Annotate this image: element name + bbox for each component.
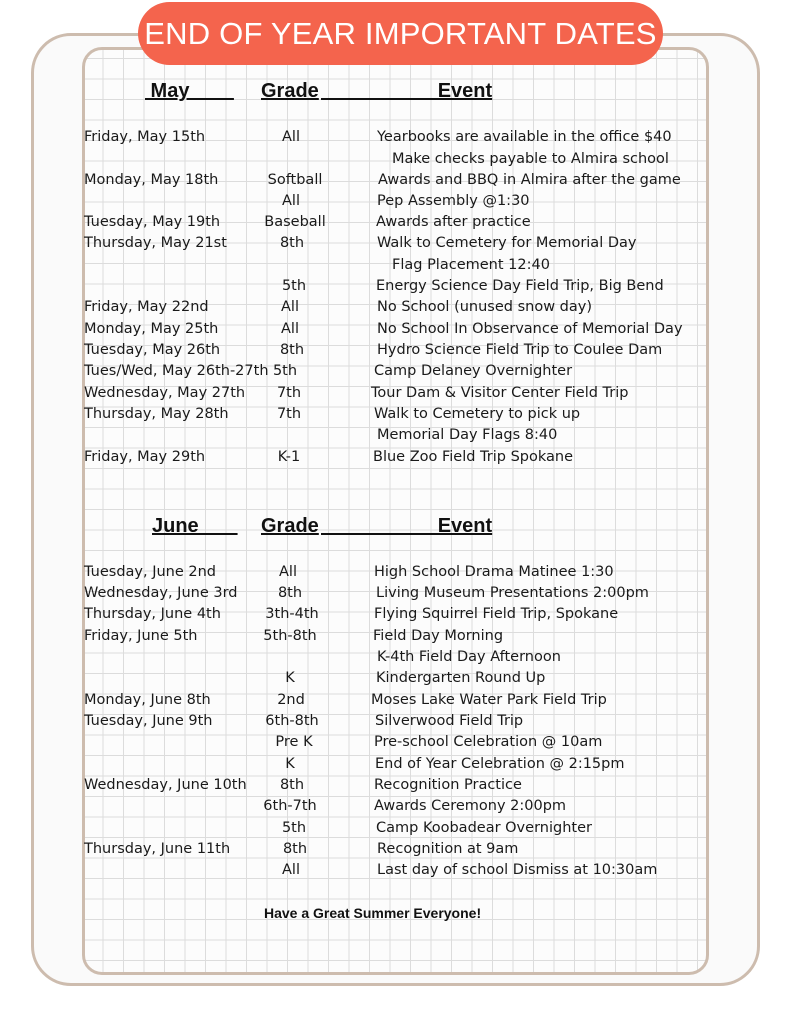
grade-cell: All	[281, 321, 299, 337]
page-title: END OF YEAR IMPORTANT DATES	[144, 15, 657, 51]
event-cell: Make checks payable to Almira school	[392, 151, 669, 167]
grade-cell: 8th	[277, 585, 303, 601]
closing-message: Have a Great Summer Everyone!	[264, 905, 482, 921]
event-cell: Recognition Practice	[374, 777, 522, 793]
grade-cell: All	[281, 299, 299, 315]
title-banner	[138, 2, 663, 65]
event-cell: Flag Placement 12:40	[392, 257, 550, 273]
grade-cell: Pre K	[275, 734, 313, 750]
june-month-header: June	[152, 515, 238, 537]
grade-cell: K	[285, 670, 295, 686]
date-cell: Thursday, June 11th	[84, 841, 231, 857]
event-cell: Awards Ceremony 2:00pm	[374, 798, 567, 814]
date-cell: Monday, May 25th	[84, 321, 219, 337]
event-cell: Flying Squirrel Field Trip, Spokane	[374, 606, 619, 622]
date-cell: Thursday, May 28th	[84, 406, 229, 422]
grade-cell: Softball	[267, 172, 323, 188]
event-cell: No School (unused snow day)	[377, 299, 593, 315]
grade-cell: 6th-8th	[265, 713, 319, 729]
grade-cell: 8th	[279, 777, 305, 793]
event-cell: Living Museum Presentations 2:00pm	[376, 585, 649, 601]
event-cell: Tour Dam & Visitor Center Field Trip	[371, 385, 629, 401]
event-cell: No School In Observance of Memorial Day	[377, 321, 683, 337]
grade-cell: 5th	[281, 278, 307, 294]
grade-cell: 2nd	[277, 692, 305, 708]
date-cell: Tuesday, May 26th	[84, 342, 221, 358]
event-cell: K-4th Field Day Afternoon	[377, 649, 561, 665]
date-cell: Monday, May 18th	[84, 172, 219, 188]
may-month-header: May	[145, 80, 234, 102]
grade-cell: 6th-7th	[263, 798, 317, 814]
grade-cell: 8th	[282, 841, 308, 857]
grade-cell: 7th	[276, 406, 302, 422]
event-cell: Moses Lake Water Park Field Trip	[371, 692, 607, 708]
grade-cell: 5th	[272, 363, 298, 379]
event-cell: Blue Zoo Field Trip Spokane	[373, 449, 574, 465]
event-cell: Field Day Morning	[373, 628, 504, 644]
grade-cell: All	[282, 129, 300, 145]
date-cell: Monday, June 8th	[84, 692, 211, 708]
event-cell: End of Year Celebration @ 2:15pm	[375, 756, 625, 772]
event-cell: Last day of school Dismiss at 10:30am	[377, 862, 658, 878]
event-cell: High School Drama Matinee 1:30	[374, 564, 614, 580]
event-cell: Walk to Cemetery for Memorial Day	[377, 235, 637, 251]
event-cell: Pre-school Celebration @ 10am	[374, 734, 603, 750]
date-cell: Friday, May 15th	[84, 129, 206, 145]
grade-cell: All	[279, 564, 297, 580]
event-cell: Recognition at 9am	[377, 841, 519, 857]
event-cell: Hydro Science Field Trip to Coulee Dam	[377, 342, 663, 358]
grade-cell: All	[282, 862, 300, 878]
grade-cell: K-1	[277, 449, 301, 465]
grade-cell: K	[285, 756, 295, 772]
grade-cell: 5th	[281, 820, 307, 836]
event-cell: Kindergarten Round Up	[376, 670, 546, 686]
grade-cell: 7th	[276, 385, 302, 401]
event-cell: Pep Assembly @1:30	[377, 193, 530, 209]
date-cell: Thursday, June 4th	[84, 606, 221, 622]
date-cell: Friday, May 29th	[84, 449, 206, 465]
may-event-header: Event	[321, 80, 493, 102]
grade-cell: All	[282, 193, 300, 209]
event-cell: Yearbooks are available in the office $40	[377, 129, 672, 145]
date-cell: Tuesday, June 9th	[84, 713, 213, 729]
event-cell: Memorial Day Flags 8:40	[377, 427, 558, 443]
date-cell: Friday, June 5th	[84, 628, 198, 644]
event-cell: Silverwood Field Trip	[375, 713, 524, 729]
date-cell: Wednesday, June 3rd	[84, 585, 238, 601]
event-cell: Walk to Cemetery to pick up	[374, 406, 581, 422]
event-cell: Camp Delaney Overnighter	[374, 363, 573, 379]
date-cell: Tues/Wed, May 26th-27th	[84, 363, 269, 379]
grade-cell: 3th-4th	[265, 606, 319, 622]
date-cell: Thursday, May 21st	[84, 235, 227, 251]
grade-cell: Baseball	[264, 214, 326, 230]
june-grade-header: Grade	[261, 515, 319, 537]
event-cell: Energy Science Day Field Trip, Big Bend	[376, 278, 664, 294]
june-event-header: Event	[321, 515, 493, 537]
grade-cell: 8th	[279, 235, 305, 251]
event-cell: Awards after practice	[376, 214, 531, 230]
date-cell: Tuesday, June 2nd	[84, 564, 217, 580]
grade-cell: 8th	[279, 342, 305, 358]
grade-cell: 5th-8th	[263, 628, 317, 644]
event-cell: Awards and BBQ in Almira after the game	[378, 172, 681, 188]
date-cell: Friday, May 22nd	[84, 299, 209, 315]
date-cell: Wednesday, May 27th	[84, 385, 246, 401]
date-cell: Tuesday, May 19th	[84, 214, 221, 230]
event-cell: Camp Koobadear Overnighter	[376, 820, 592, 836]
date-cell: Wednesday, June 10th	[84, 777, 247, 793]
may-grade-header: Grade	[261, 80, 319, 102]
